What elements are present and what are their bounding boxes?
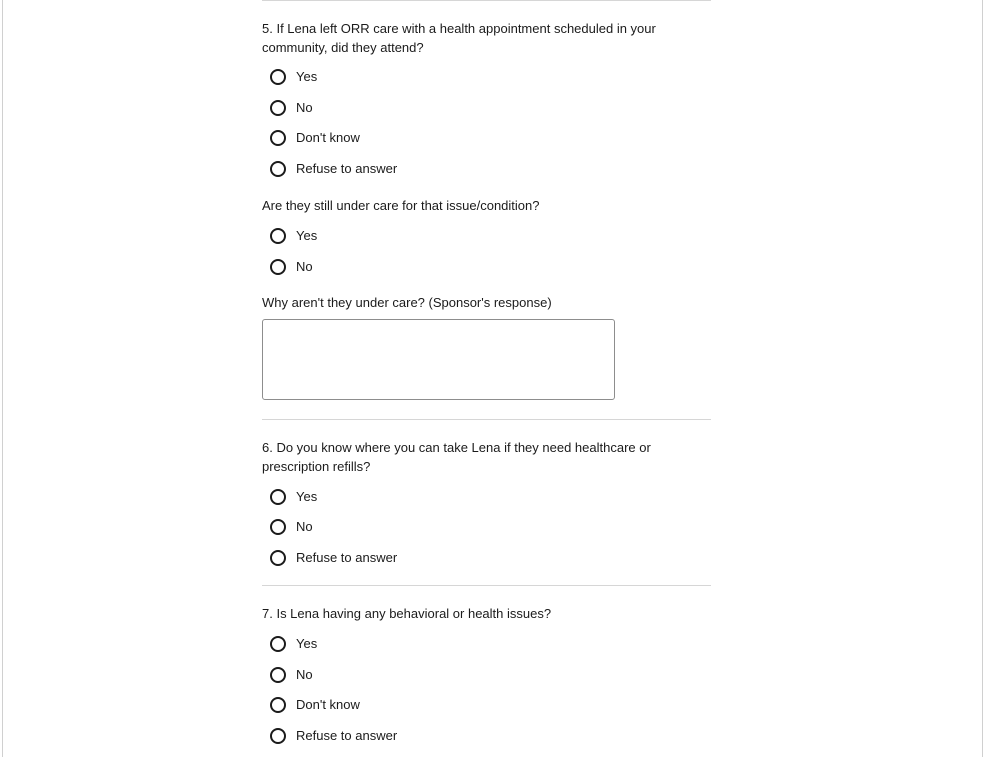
q7-option-dont-know[interactable] — [270, 695, 360, 715]
radio-button-icon[interactable] — [270, 667, 286, 683]
radio-label: Yes — [296, 489, 318, 504]
section-divider — [262, 419, 711, 420]
question-5-text: 5. If Lena left ORR care with a health appointment scheduled in your community, did they attend? — [262, 21, 656, 55]
q5-option-dont-know[interactable] — [270, 128, 360, 148]
radio-label: No — [296, 667, 313, 682]
section-divider — [262, 0, 711, 1]
q5-followup-option-no[interactable] — [270, 257, 313, 277]
question-7-text: 7. Is Lena having any behavioral or health issues? — [262, 606, 552, 621]
radio-label: Don't know — [296, 697, 360, 712]
radio-label: Yes — [296, 636, 318, 651]
radio-label: Yes — [296, 228, 318, 243]
radio-label: No — [296, 100, 313, 115]
question-6-text: 6. Do you know where you can take Lena if they need healthcare or prescription refills? — [262, 440, 651, 474]
q6-option-refuse[interactable] — [270, 548, 397, 568]
radio-button-icon[interactable] — [270, 69, 286, 85]
why-not-under-care-textarea[interactable] — [262, 319, 615, 400]
radio-label: Refuse to answer — [296, 161, 398, 176]
q7-option-yes[interactable] — [270, 634, 317, 654]
q7-option-no[interactable] — [270, 665, 313, 685]
radio-button-icon[interactable] — [270, 489, 286, 505]
q6-option-no[interactable] — [270, 517, 313, 537]
radio-label: Don't know — [296, 130, 360, 145]
radio-button-icon[interactable] — [270, 100, 286, 116]
q5-option-refuse[interactable] — [270, 159, 397, 179]
radio-button-icon[interactable] — [270, 161, 286, 177]
page-border-left — [2, 0, 3, 757]
radio-button-icon[interactable] — [270, 636, 286, 652]
why-not-under-care-label: Why aren't they under care? (Sponsor's response) — [262, 295, 552, 310]
radio-button-icon[interactable] — [270, 519, 286, 535]
radio-button-icon[interactable] — [270, 259, 286, 275]
radio-label: Yes — [296, 69, 318, 84]
page-border-right — [982, 0, 983, 757]
radio-label: No — [296, 519, 313, 534]
section-divider — [262, 585, 711, 586]
radio-button-icon[interactable] — [270, 550, 286, 566]
radio-label: Refuse to answer — [296, 550, 398, 565]
q7-option-refuse[interactable] — [270, 726, 397, 746]
radio-button-icon[interactable] — [270, 697, 286, 713]
question-5-followup-text: Are they still under care for that issue/condition? — [262, 198, 540, 213]
radio-button-icon[interactable] — [270, 228, 286, 244]
q5-option-no[interactable] — [270, 98, 313, 118]
radio-label: No — [296, 259, 313, 274]
q5-followup-option-yes[interactable] — [270, 226, 317, 246]
radio-label: Refuse to answer — [296, 728, 398, 743]
q6-option-yes[interactable] — [270, 487, 317, 507]
radio-button-icon[interactable] — [270, 728, 286, 744]
radio-button-icon[interactable] — [270, 130, 286, 146]
q5-option-yes[interactable] — [270, 67, 317, 87]
